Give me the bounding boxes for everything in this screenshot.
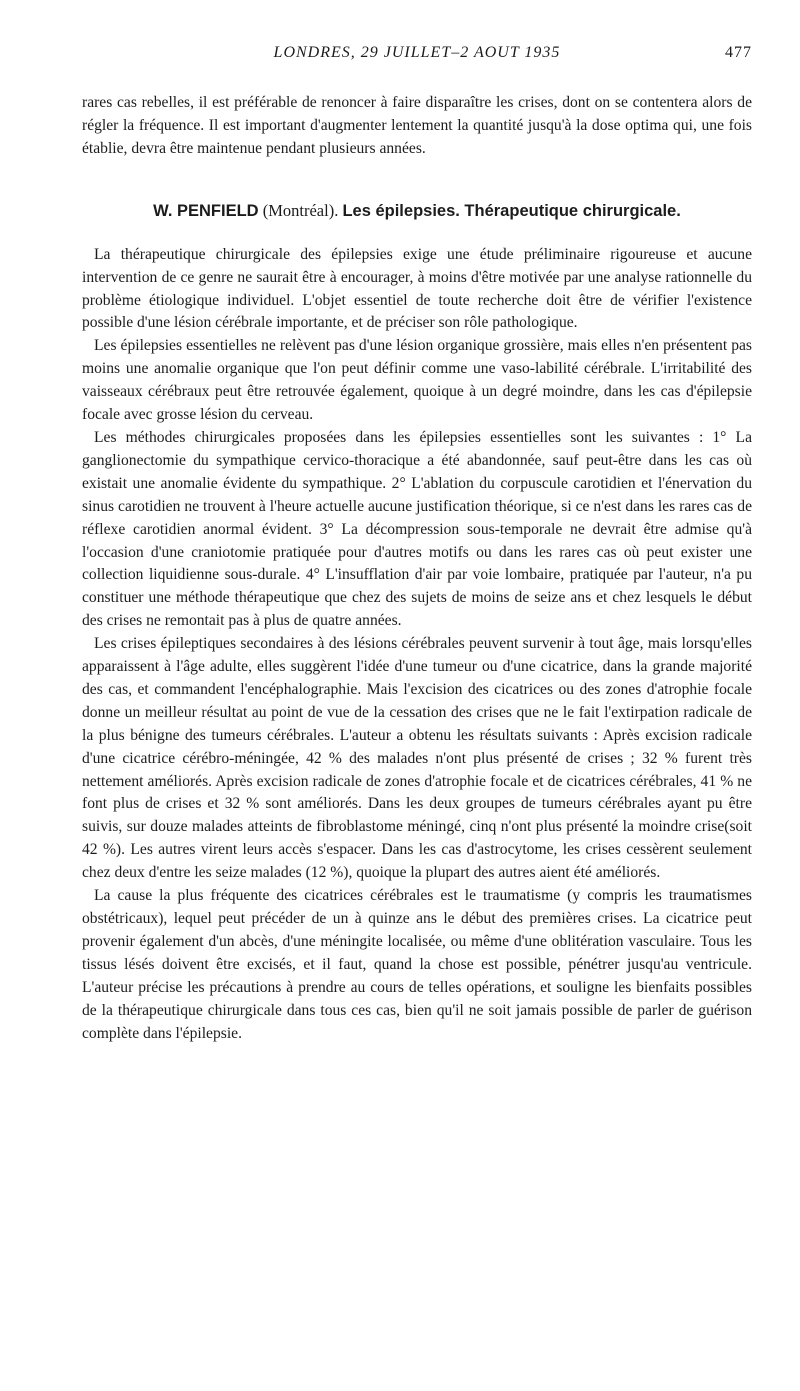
article-heading (82, 200, 752, 222)
paragraph: Les crises épileptiques secondaires à des lésions cérébrales peuvent survenir à tout âge, mais lorsqu'elles apparaissent à l'âge adulte, elles suggèrent l'idée d'une tumeur ou d'une cicatrice, dans la grande majorité des cas, et commandent l'encéphalographie. Mais l'excision des cicatrices ou des zones d'atrophie focale donne un meilleur résultat au point de vue de la cessation des crises que ne le fait l'extirpation radicale de la plus bénigne des tumeurs cérébrales. L'auteur a obtenu les résultats suivants : Après excision radicale d'une cicatrice cérébro-méningée, 42 % des malades n'ont plus présenté de crises ; 32 % furent très nettement améliorés. Après excision radicale de zones d'atrophie focale et de cicatrices cérébrales, 41 % ne font plus de crises et 32 % sont améliorés. Dans les deux groupes de tumeurs cérébrales ayant pu être suivis, sur douze malades atteints de fibroblastome méningé, cinq n'ont plus présenté la moindre crise(soit 42 %). Les autres virent leurs accès s'espacer. Dans les cas d'astrocytome, les crises cessèrent seulement chez deux d'entre les seize malades (12 %), quoique la plupart des autres aient été améliorés. (82, 635, 752, 882)
continuation-paragraph: rares cas rebelles, il est préférable de renoncer à faire disparaître les crises, dont on se contentera alors de régler la fréquence. Il est important d'augmenter lentement la quantité jusqu'à la dose optima qui, une fois établie, devra être maintenue pendant plusieurs années. (82, 94, 752, 157)
paragraph: Les méthodes chirurgicales proposées dans les épilepsies essentielles sont les suivantes : 1° La ganglionectomie du sympathique cervico-thoracique a été abandonnée, sauf peut-être dans les cas où existait une anomalie évidente du sympathique. 2° L'ablation du corpuscule carotidien et l'énervation du sinus carotidien ne trouvent à l'heure actuelle aucune justification théorique, si ce n'est dans les rares cas de réflexe carotidien anormal évident. 3° La décompression sous-temporale ne devrait être admise qu'à l'occasion d'une craniotomie pratiquée pour d'autres motifs ou dans les rares cas où peut exister une collection liquidienne sous-durale. 4° L'insufflation d'air par voie lombaire, pratiquée par l'auteur, n'a pu constituer une méthode thérapeutique que chez des sujets de moins de seize ans et chez lesquels le début des crises ne remontait pas à plus de quatre années. (82, 428, 752, 630)
article-title: Les épilepsies. Thérapeutique chirurgicale. (342, 201, 681, 220)
paragraph: La thérapeutique chirurgicale des épilepsies exige une étude préliminaire rigoureuse et aucune intervention de ce genre ne saurait être à encourager, à moins d'être motivée par une analyse rationnelle du problème étiologique individuel. L'objet essentiel de toute recherche doit être de vérifier l'existence possible d'une lésion cérébrale importante, et de préciser son rôle pathologique. (82, 245, 752, 332)
running-header (82, 44, 752, 70)
author-name: W. PENFIELD (153, 201, 259, 220)
running-title: LONDRES, 29 JUILLET–2 AOUT 1935 (273, 44, 561, 61)
paragraph: Les épilepsies essentielles ne relèvent pas d'une lésion organique grossière, mais elles n'en présentent pas moins une anomalie organique que l'on peut définir comme une vaso-labilité cérébrale. L'irritabilité des vaisseaux cérébraux peut être retrouvée également, quoique à un degré moindre, dans les cas d'épilepsie focale avec grosse lésion du cerveau. (82, 337, 752, 424)
author-affiliation: (Montréal). (262, 200, 339, 220)
journal-page (82, 44, 752, 1045)
article-body (82, 244, 752, 1046)
page-number: 477 (725, 44, 752, 61)
paragraph: La cause la plus fréquente des cicatrices cérébrales est le traumatisme (y compris les traumatismes obstétricaux), lequel peut précéder de un à quinze ans le début des premières crises. La cicatrice peut provenir également d'un abcès, d'une méningite localisée, ou même d'une oblitération vasculaire. Tous les tissus lésés doivent être excisés, et il faut, quand la chose est possible, pénétrer jusqu'au ventricule. L'auteur précise les précautions à prendre au cours de telles opérations, et souligne les bienfaits possibles de la thérapeutique chirurgicale dans tous ces cas, bien qu'il ne soit jamais possible de parler de guérison complète dans l'épilepsie. (82, 887, 752, 1042)
